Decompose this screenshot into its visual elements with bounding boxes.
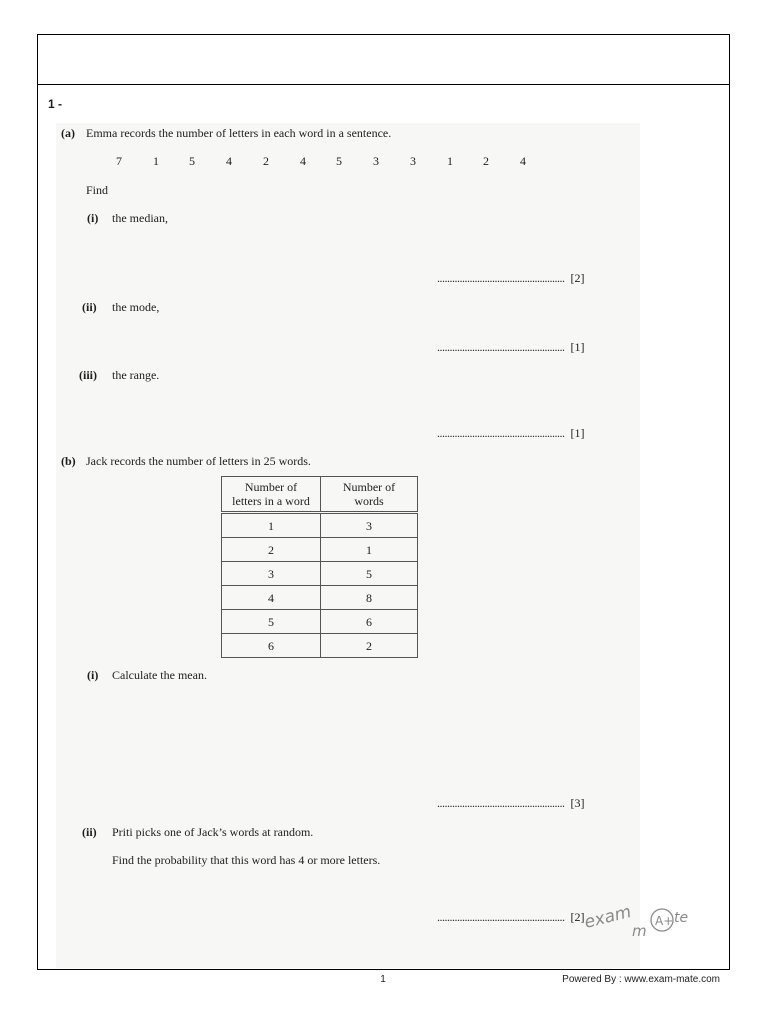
table-cell: 2: [321, 634, 418, 658]
part-a-prompt: Emma records the number of letters in each word in a sentence.: [86, 126, 392, 140]
part-b-prompt: Jack records the number of letters in 25 words.: [86, 454, 311, 468]
logo-text-te: te: [674, 910, 689, 926]
item-text: Priti picks one of Jack’s words at random.: [112, 825, 314, 839]
page-frame: [37, 34, 730, 970]
table-cell: 3: [222, 562, 321, 586]
table-cell: 3: [321, 513, 418, 538]
answer-dots: ...................................................: [437, 910, 565, 924]
table-row: [222, 586, 418, 610]
table-row: [222, 634, 418, 658]
data-value: 4: [226, 154, 232, 168]
logo-text-exam: exam: [582, 902, 634, 933]
logo-text-m: m: [632, 922, 647, 940]
data-value: 5: [336, 154, 342, 168]
powered-by[interactable]: Powered By : www.exam-mate.com: [562, 974, 720, 985]
item-label: (i): [87, 211, 99, 225]
item-label: (ii): [82, 825, 97, 839]
data-value: 4: [520, 154, 526, 168]
frequency-table: [221, 476, 418, 658]
header-line: Number of: [342, 480, 396, 494]
answer-line[interactable]: [437, 340, 585, 354]
data-value: 1: [153, 154, 159, 168]
exam-mate-logo: [548, 902, 698, 944]
table-cell: 6: [321, 610, 418, 634]
answer-dots: ...................................................: [437, 426, 565, 440]
item-label: (iii): [79, 368, 97, 382]
header-line: letters in a word: [232, 494, 310, 508]
header-band: [38, 35, 729, 85]
table-header: [222, 477, 321, 513]
answer-dots: ...................................................: [437, 340, 565, 354]
page-number: 1: [380, 974, 386, 985]
item-text: Calculate the mean.: [112, 668, 207, 682]
data-value: 2: [263, 154, 269, 168]
table-cell: 6: [222, 634, 321, 658]
find-label: Find: [86, 183, 109, 197]
answer-line[interactable]: [437, 426, 585, 440]
marks: [1]: [570, 426, 585, 440]
table-header: [321, 477, 418, 513]
table-row: [222, 513, 418, 538]
question-number: 1 -: [48, 97, 63, 111]
marks: [3]: [570, 796, 585, 810]
table-row: [222, 610, 418, 634]
table-cell: 2: [222, 538, 321, 562]
marks: [1]: [570, 340, 585, 354]
item-label: (i): [87, 668, 99, 682]
data-value: 3: [373, 154, 379, 168]
question-scan: [56, 123, 640, 968]
item-text: the range.: [112, 368, 160, 382]
logo-text-plus: A+: [655, 914, 674, 928]
answer-line[interactable]: [437, 796, 585, 810]
answer-dots: ...................................................: [437, 271, 565, 285]
table-cell: 1: [321, 538, 418, 562]
part-a-label: (a): [61, 126, 75, 140]
marks: [2]: [570, 910, 585, 924]
answer-line[interactable]: [437, 271, 585, 285]
table-row: [222, 538, 418, 562]
data-value: 7: [116, 154, 122, 168]
data-value: 2: [483, 154, 489, 168]
table-cell: 8: [321, 586, 418, 610]
marks: [2]: [570, 271, 585, 285]
table-row: [222, 562, 418, 586]
table-cell: 5: [321, 562, 418, 586]
item-label: (ii): [82, 300, 97, 314]
data-value: 4: [300, 154, 306, 168]
header-line: Number of: [244, 480, 298, 494]
header-line: words: [354, 494, 384, 508]
part-b-label: (b): [61, 454, 76, 468]
item-text: the mode,: [112, 300, 160, 314]
data-value: 1: [447, 154, 453, 168]
table-cell: 1: [222, 513, 321, 538]
table-cell: 5: [222, 610, 321, 634]
item-text: the median,: [112, 211, 168, 225]
data-value: 3: [410, 154, 416, 168]
answer-dots: ...................................................: [437, 796, 565, 810]
item-text-2: Find the probability that this word has 4 or more letters.: [112, 853, 381, 867]
table-cell: 4: [222, 586, 321, 610]
data-value: 5: [189, 154, 195, 168]
